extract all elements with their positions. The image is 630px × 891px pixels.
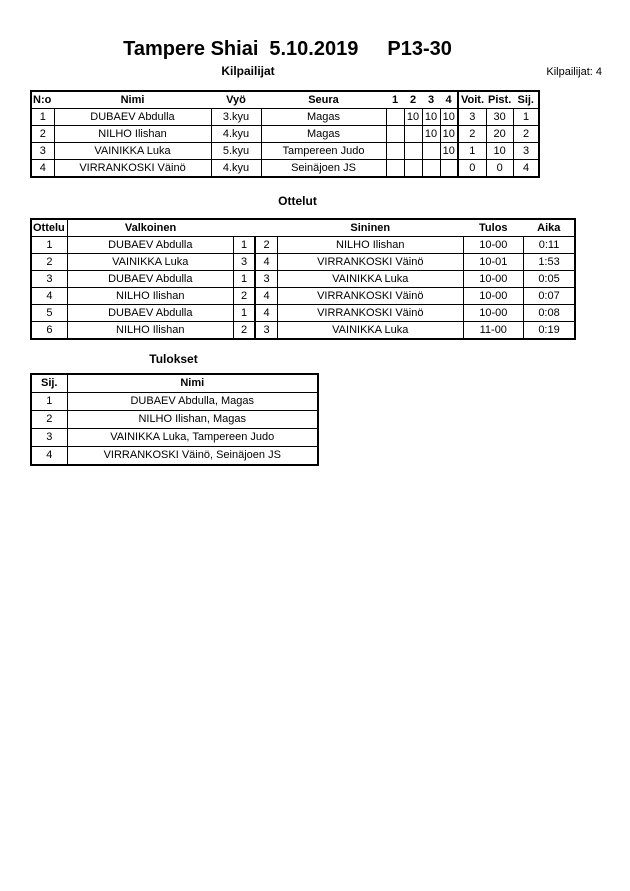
matches-header-row xyxy=(31,219,575,237)
blue-player-number: 3 xyxy=(255,271,277,288)
pool-score xyxy=(386,126,404,143)
match-result: 10-00 xyxy=(463,237,523,254)
competitors-count-label: Kilpailijat: 4 xyxy=(546,66,602,78)
competitor-club: Magas xyxy=(261,109,386,126)
competitor-belt: 3.kyu xyxy=(211,109,261,126)
table-row xyxy=(31,254,575,271)
blue-player-number: 3 xyxy=(255,322,277,340)
table-row xyxy=(31,160,539,178)
match-time: 0:19 xyxy=(523,322,575,340)
pool-score: 10 xyxy=(440,143,458,160)
competitor-wins: 0 xyxy=(458,160,486,178)
col-header-name: Nimi xyxy=(54,91,211,109)
col-header-round-4: 4 xyxy=(440,91,458,109)
result-place: 3 xyxy=(31,429,67,447)
col-header-match: Ottelu xyxy=(31,219,67,237)
white-player-number: 3 xyxy=(233,254,255,271)
pool-score xyxy=(404,126,422,143)
table-row xyxy=(31,143,539,160)
competitor-name: DUBAEV Abdulla xyxy=(54,109,211,126)
match-time: 0:05 xyxy=(523,271,575,288)
col-header-blue-number xyxy=(255,219,277,237)
match-result: 10-00 xyxy=(463,305,523,322)
match-result: 10-01 xyxy=(463,254,523,271)
pool-score: 10 xyxy=(422,126,440,143)
white-player-name: NILHO Ilishan xyxy=(67,322,233,340)
blue-player-name: VAINIKKA Luka xyxy=(277,322,463,340)
pool-score xyxy=(422,143,440,160)
white-player-number: 1 xyxy=(233,305,255,322)
blue-player-name: VIRRANKOSKI Väinö xyxy=(277,254,463,271)
competitor-points: 20 xyxy=(486,126,513,143)
result-place: 1 xyxy=(31,393,67,411)
match-number: 4 xyxy=(31,288,67,305)
col-header-place: Sij. xyxy=(31,374,67,393)
match-number: 1 xyxy=(31,237,67,254)
table-row xyxy=(31,393,318,411)
pool-score: 10 xyxy=(440,126,458,143)
col-header-white: Valkoinen xyxy=(67,219,233,237)
col-header-round-3: 3 xyxy=(422,91,440,109)
competitor-club: Tampereen Judo xyxy=(261,143,386,160)
col-header-time: Aika xyxy=(523,219,575,237)
competitor-wins: 3 xyxy=(458,109,486,126)
table-row xyxy=(31,271,575,288)
competitor-points: 30 xyxy=(486,109,513,126)
match-time: 1:53 xyxy=(523,254,575,271)
match-number: 3 xyxy=(31,271,67,288)
result-name: DUBAEV Abdulla, Magas xyxy=(67,393,318,411)
pool-score xyxy=(422,160,440,178)
col-header-belt: Vyö xyxy=(211,91,261,109)
match-result: 11-00 xyxy=(463,322,523,340)
table-row xyxy=(31,447,318,466)
table-row xyxy=(31,322,575,340)
pool-score xyxy=(404,160,422,178)
table-row xyxy=(31,126,539,143)
white-player-name: DUBAEV Abdulla xyxy=(67,271,233,288)
competitor-place: 2 xyxy=(513,126,539,143)
competitor-wins: 2 xyxy=(458,126,486,143)
table-row xyxy=(31,429,318,447)
pool-score: 10 xyxy=(440,109,458,126)
white-player-number: 2 xyxy=(233,288,255,305)
results-table xyxy=(30,373,319,466)
white-player-name: DUBAEV Abdulla xyxy=(67,305,233,322)
blue-player-number: 4 xyxy=(255,288,277,305)
pool-score xyxy=(440,160,458,178)
col-header-round-1: 1 xyxy=(386,91,404,109)
white-player-name: DUBAEV Abdulla xyxy=(67,237,233,254)
table-row xyxy=(31,109,539,126)
competitor-club: Magas xyxy=(261,126,386,143)
table-row xyxy=(31,305,575,322)
white-player-number: 1 xyxy=(233,271,255,288)
match-result: 10-00 xyxy=(463,288,523,305)
col-header-white-number xyxy=(233,219,255,237)
match-number: 5 xyxy=(31,305,67,322)
result-place: 4 xyxy=(31,447,67,466)
match-time: 0:08 xyxy=(523,305,575,322)
competitor-points: 0 xyxy=(486,160,513,178)
result-place: 2 xyxy=(31,411,67,429)
competitors-section-heading: Kilpailijat xyxy=(221,64,275,78)
page-title xyxy=(0,38,575,61)
blue-player-name: VAINIKKA Luka xyxy=(277,271,463,288)
col-header-result: Tulos xyxy=(463,219,523,237)
blue-player-name: VIRRANKOSKI Väinö xyxy=(277,288,463,305)
col-header-round-2: 2 xyxy=(404,91,422,109)
competitors-header-row xyxy=(31,91,539,109)
match-number: 6 xyxy=(31,322,67,340)
pool-score xyxy=(386,109,404,126)
col-header-blue: Sininen xyxy=(277,219,463,237)
blue-player-name: VIRRANKOSKI Väinö xyxy=(277,305,463,322)
competitor-belt: 5.kyu xyxy=(211,143,261,160)
results-header-row xyxy=(31,374,318,393)
competitors-table xyxy=(30,90,540,178)
competitor-name: VIRRANKOSKI Väinö xyxy=(54,160,211,178)
match-time: 0:11 xyxy=(523,237,575,254)
col-header-club: Seura xyxy=(261,91,386,109)
table-row xyxy=(31,237,575,254)
table-row xyxy=(31,288,575,305)
competitor-number: 4 xyxy=(31,160,54,178)
col-header-number: N:o xyxy=(31,91,54,109)
blue-player-number: 4 xyxy=(255,305,277,322)
competitor-number: 2 xyxy=(31,126,54,143)
col-header-name: Nimi xyxy=(67,374,318,393)
col-header-place: Sij. xyxy=(513,91,539,109)
title-date: 5.10.2019 xyxy=(269,38,359,60)
competitor-belt: 4.kyu xyxy=(211,126,261,143)
competitor-points: 10 xyxy=(486,143,513,160)
col-header-wins: Voit. xyxy=(458,91,486,109)
blue-player-number: 2 xyxy=(255,237,277,254)
title-category: P13-30 xyxy=(387,38,452,60)
white-player-number: 1 xyxy=(233,237,255,254)
matches-section-heading: Ottelut xyxy=(278,194,317,208)
col-header-points: Pist. xyxy=(486,91,513,109)
pool-score xyxy=(386,160,404,178)
match-number: 2 xyxy=(31,254,67,271)
pool-score: 10 xyxy=(422,109,440,126)
blue-player-number: 4 xyxy=(255,254,277,271)
match-time: 0:07 xyxy=(523,288,575,305)
pool-score xyxy=(404,143,422,160)
result-name: VIRRANKOSKI Väinö, Seinäjoen JS xyxy=(67,447,318,466)
white-player-name: VAINIKKA Luka xyxy=(67,254,233,271)
result-name: NILHO Ilishan, Magas xyxy=(67,411,318,429)
competitor-place: 1 xyxy=(513,109,539,126)
competitor-number: 3 xyxy=(31,143,54,160)
competitor-club: Seinäjoen JS xyxy=(261,160,386,178)
competitor-name: NILHO Ilishan xyxy=(54,126,211,143)
pool-score xyxy=(386,143,404,160)
competitor-number: 1 xyxy=(31,109,54,126)
blue-player-name: NILHO Ilishan xyxy=(277,237,463,254)
competitor-place: 3 xyxy=(513,143,539,160)
white-player-name: NILHO Ilishan xyxy=(67,288,233,305)
results-section-heading: Tulokset xyxy=(149,352,198,366)
competitor-wins: 1 xyxy=(458,143,486,160)
competitor-belt: 4.kyu xyxy=(211,160,261,178)
matches-table xyxy=(30,218,576,340)
table-row xyxy=(31,411,318,429)
match-result: 10-00 xyxy=(463,271,523,288)
white-player-number: 2 xyxy=(233,322,255,340)
result-name: VAINIKKA Luka, Tampereen Judo xyxy=(67,429,318,447)
pool-score: 10 xyxy=(404,109,422,126)
competitor-name: VAINIKKA Luka xyxy=(54,143,211,160)
title-event: Tampere Shiai xyxy=(123,38,259,60)
competitor-place: 4 xyxy=(513,160,539,178)
